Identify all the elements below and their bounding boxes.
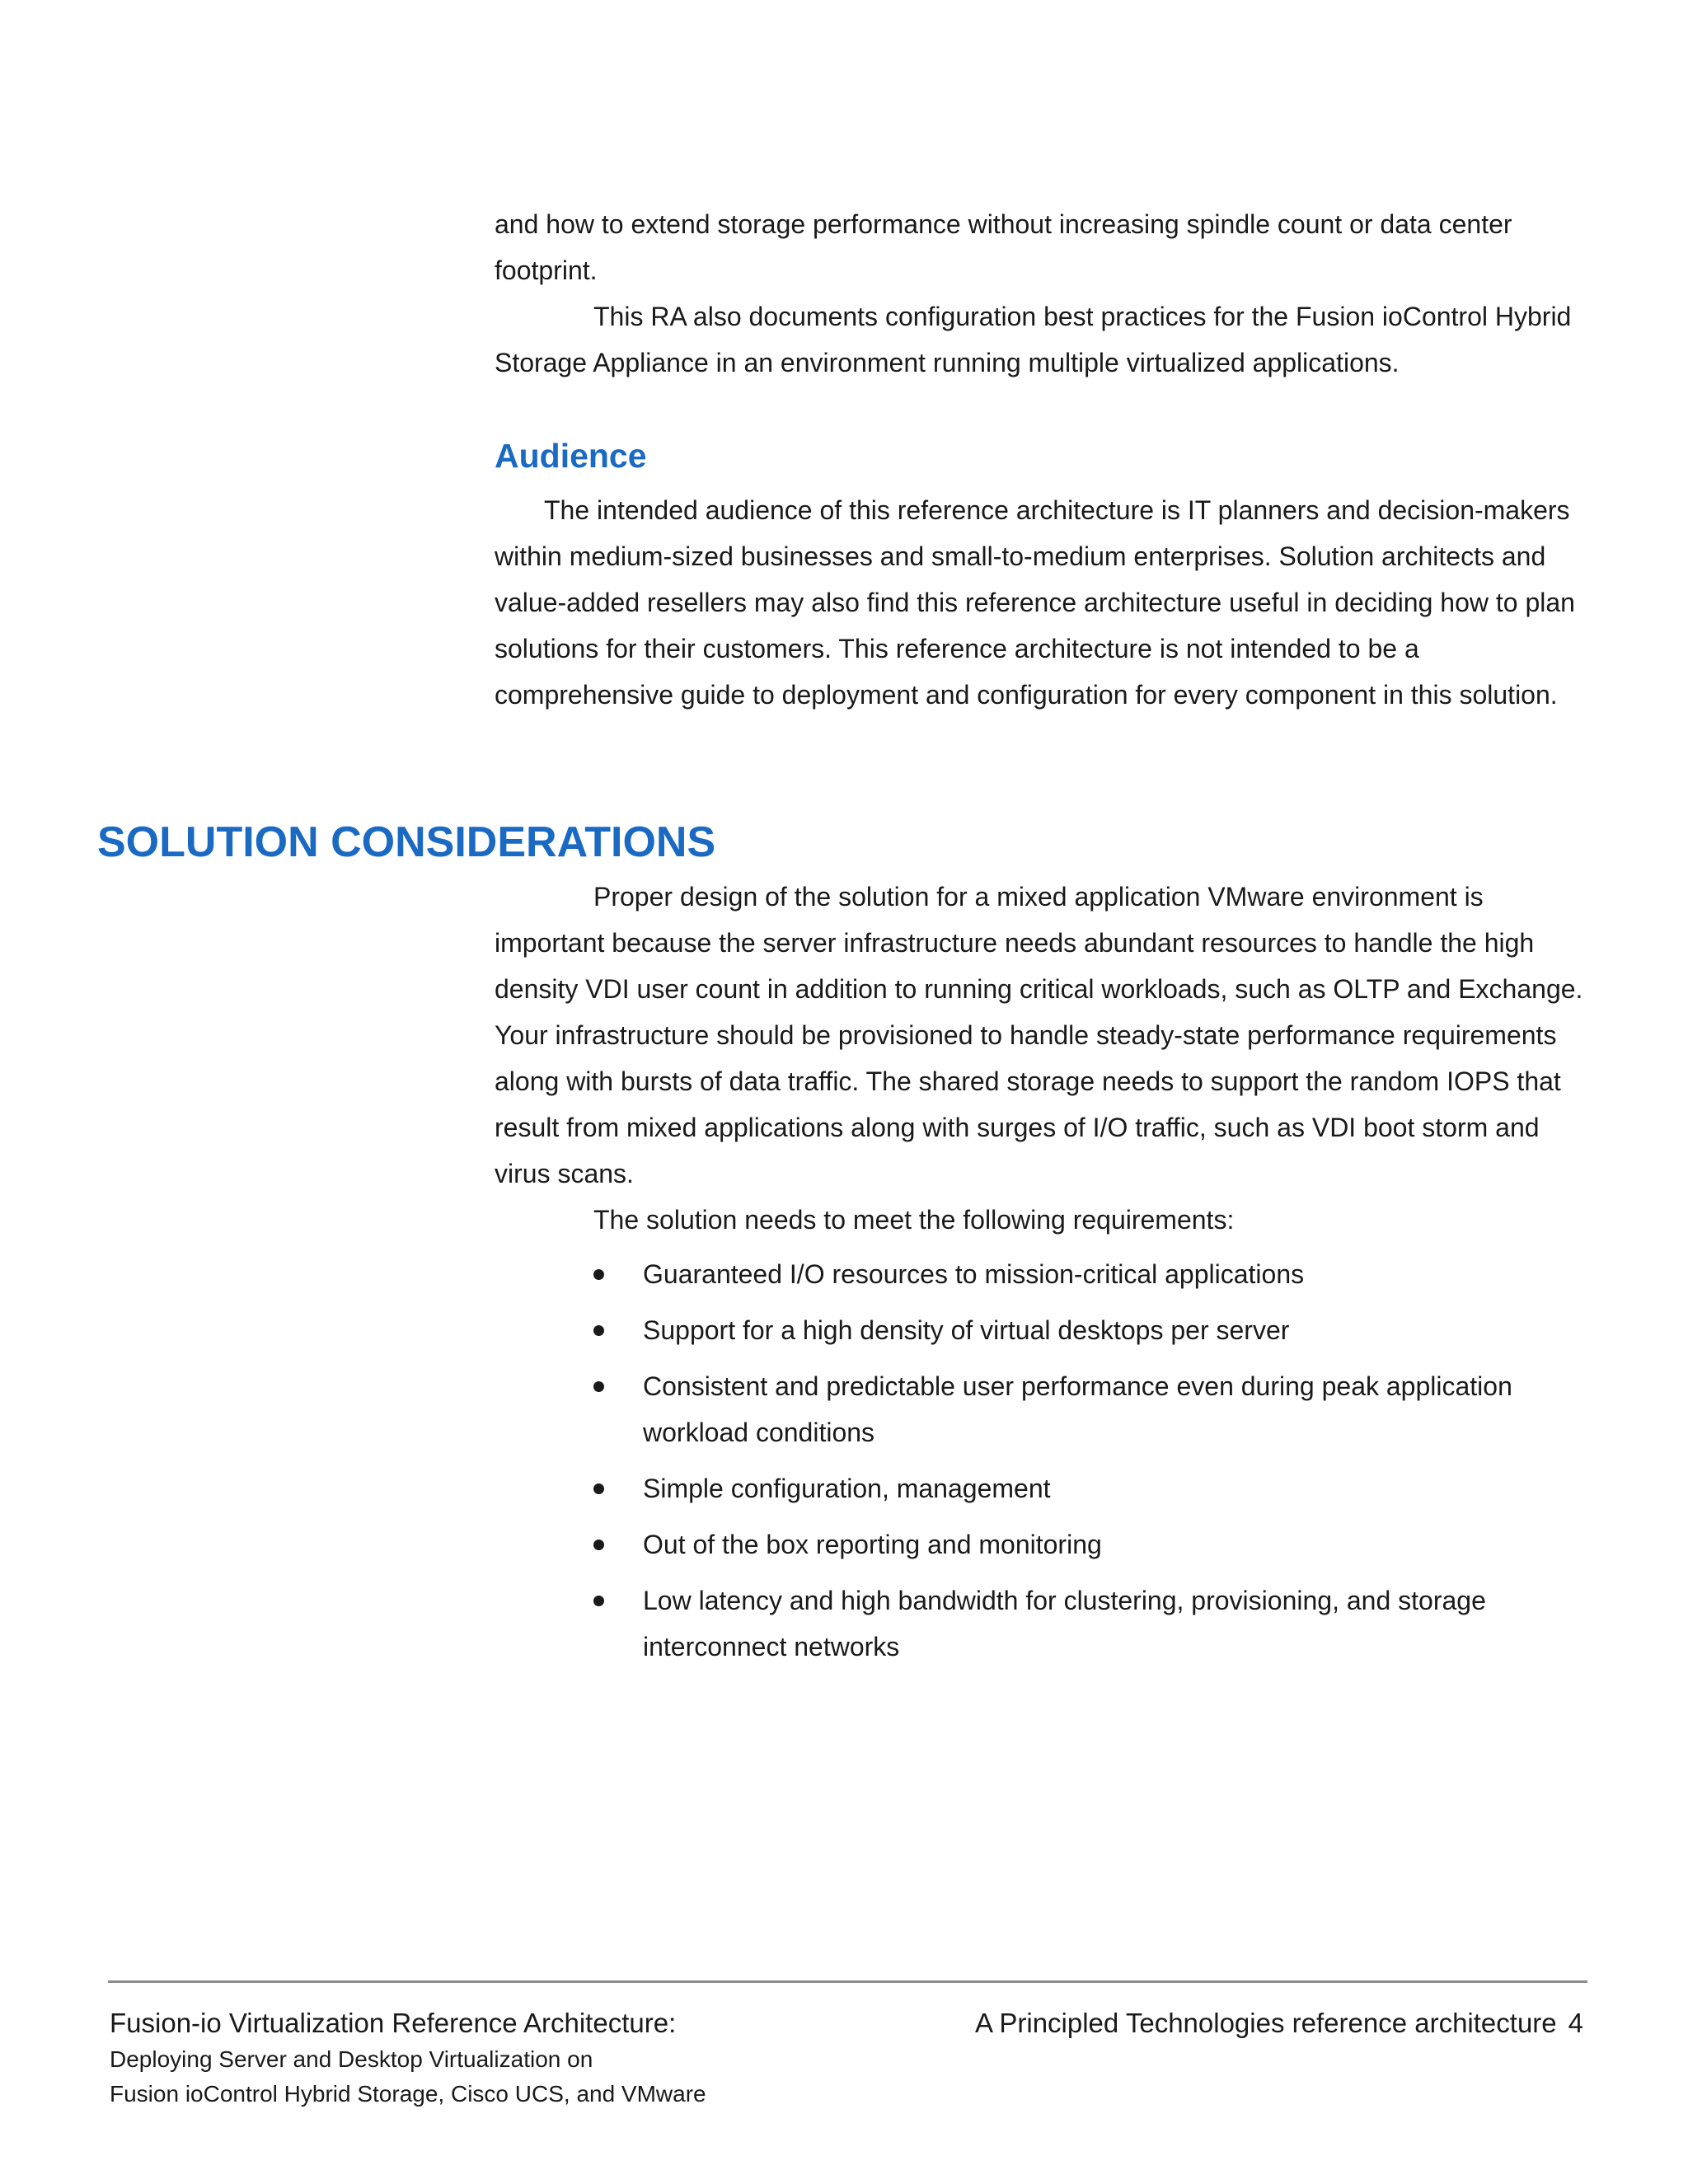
solution-section: [495, 874, 1591, 1243]
requirement-text: Simple configuration, management: [643, 1474, 1051, 1503]
requirements-list: [593, 1251, 1599, 1680]
bullet-icon: [593, 1325, 604, 1336]
page-number: 4: [1568, 2008, 1583, 2038]
requirement-item: [593, 1521, 1599, 1568]
intro-paragraph-ra: This RA also documents configuration best practices for the Fusion ioControl Hybrid Storage Appliance in an environment running multiple virtualized applications.: [495, 302, 1572, 377]
requirement-item: [593, 1363, 1599, 1455]
footer-publisher: A Principled Technologies reference architecture: [975, 2008, 1557, 2038]
audience-paragraph: The intended audience of this reference architecture is IT planners and decision-makers within medium-sized businesses and small-to-medium enterprises. Solution architects and value-added resellers may also find this reference architecture useful in deciding how to plan solutions for their customers. This reference architecture is not intended to be a comprehensive guide to deployment and configuration for every component in this solution.: [495, 495, 1575, 710]
footer-document-info: [110, 2004, 934, 2111]
requirement-text: Out of the box reporting and monitoring: [643, 1530, 1102, 1559]
requirement-item: [593, 1465, 1599, 1511]
bullet-icon: [593, 1381, 604, 1392]
requirement-text: Support for a high density of virtual desktops per server: [643, 1315, 1290, 1345]
footer-divider: [108, 1980, 1587, 1983]
requirement-text: Low latency and high bandwidth for clustering, provisioning, and storage interconnect networks: [643, 1586, 1486, 1661]
solution-paragraph: Proper design of the solution for a mixed application VMware environment is important because the server infrastructure needs abundant resources to handle the high density VDI user count in addition to running critical workloads, such as OLTP and Exchange. Your infrastructure should be provisioned to handle steady-state performance requirements along with bursts of data traffic. The shared storage needs to support the random IOPS that result from mixed applications along with surges of I/O traffic, such as VDI boot storm and virus scans.: [495, 882, 1583, 1188]
requirement-item: [593, 1307, 1599, 1353]
requirement-item: [593, 1251, 1599, 1297]
bullet-icon: [593, 1596, 604, 1606]
requirement-item: [593, 1577, 1599, 1670]
requirement-text: Guaranteed I/O resources to mission-critical applications: [643, 1259, 1305, 1289]
footer-subtitle-line2: Fusion ioControl Hybrid Storage, Cisco UCS, and VMware: [110, 2081, 706, 2107]
bullet-icon: [593, 1540, 604, 1550]
requirement-text: Consistent and predictable user performance even during peak application workload conditions: [643, 1371, 1512, 1447]
solution-considerations-heading: SOLUTION CONSIDERATIONS: [97, 818, 716, 866]
audience-heading: Audience: [495, 437, 647, 475]
requirements-intro: The solution needs to meet the following requirements:: [593, 1205, 1235, 1235]
audience-section: [495, 487, 1591, 718]
intro-section: [495, 201, 1591, 386]
footer-subtitle-line1: Deploying Server and Desktop Virtualization on: [110, 2046, 593, 2072]
footer-publisher-info: [975, 2004, 1583, 2042]
intro-paragraph-continued: and how to extend storage performance without increasing spindle count or data center footprint.: [495, 209, 1512, 285]
bullet-icon: [593, 1269, 604, 1280]
footer-title: Fusion-io Virtualization Reference Architecture:: [110, 2008, 677, 2038]
bullet-icon: [593, 1483, 604, 1494]
